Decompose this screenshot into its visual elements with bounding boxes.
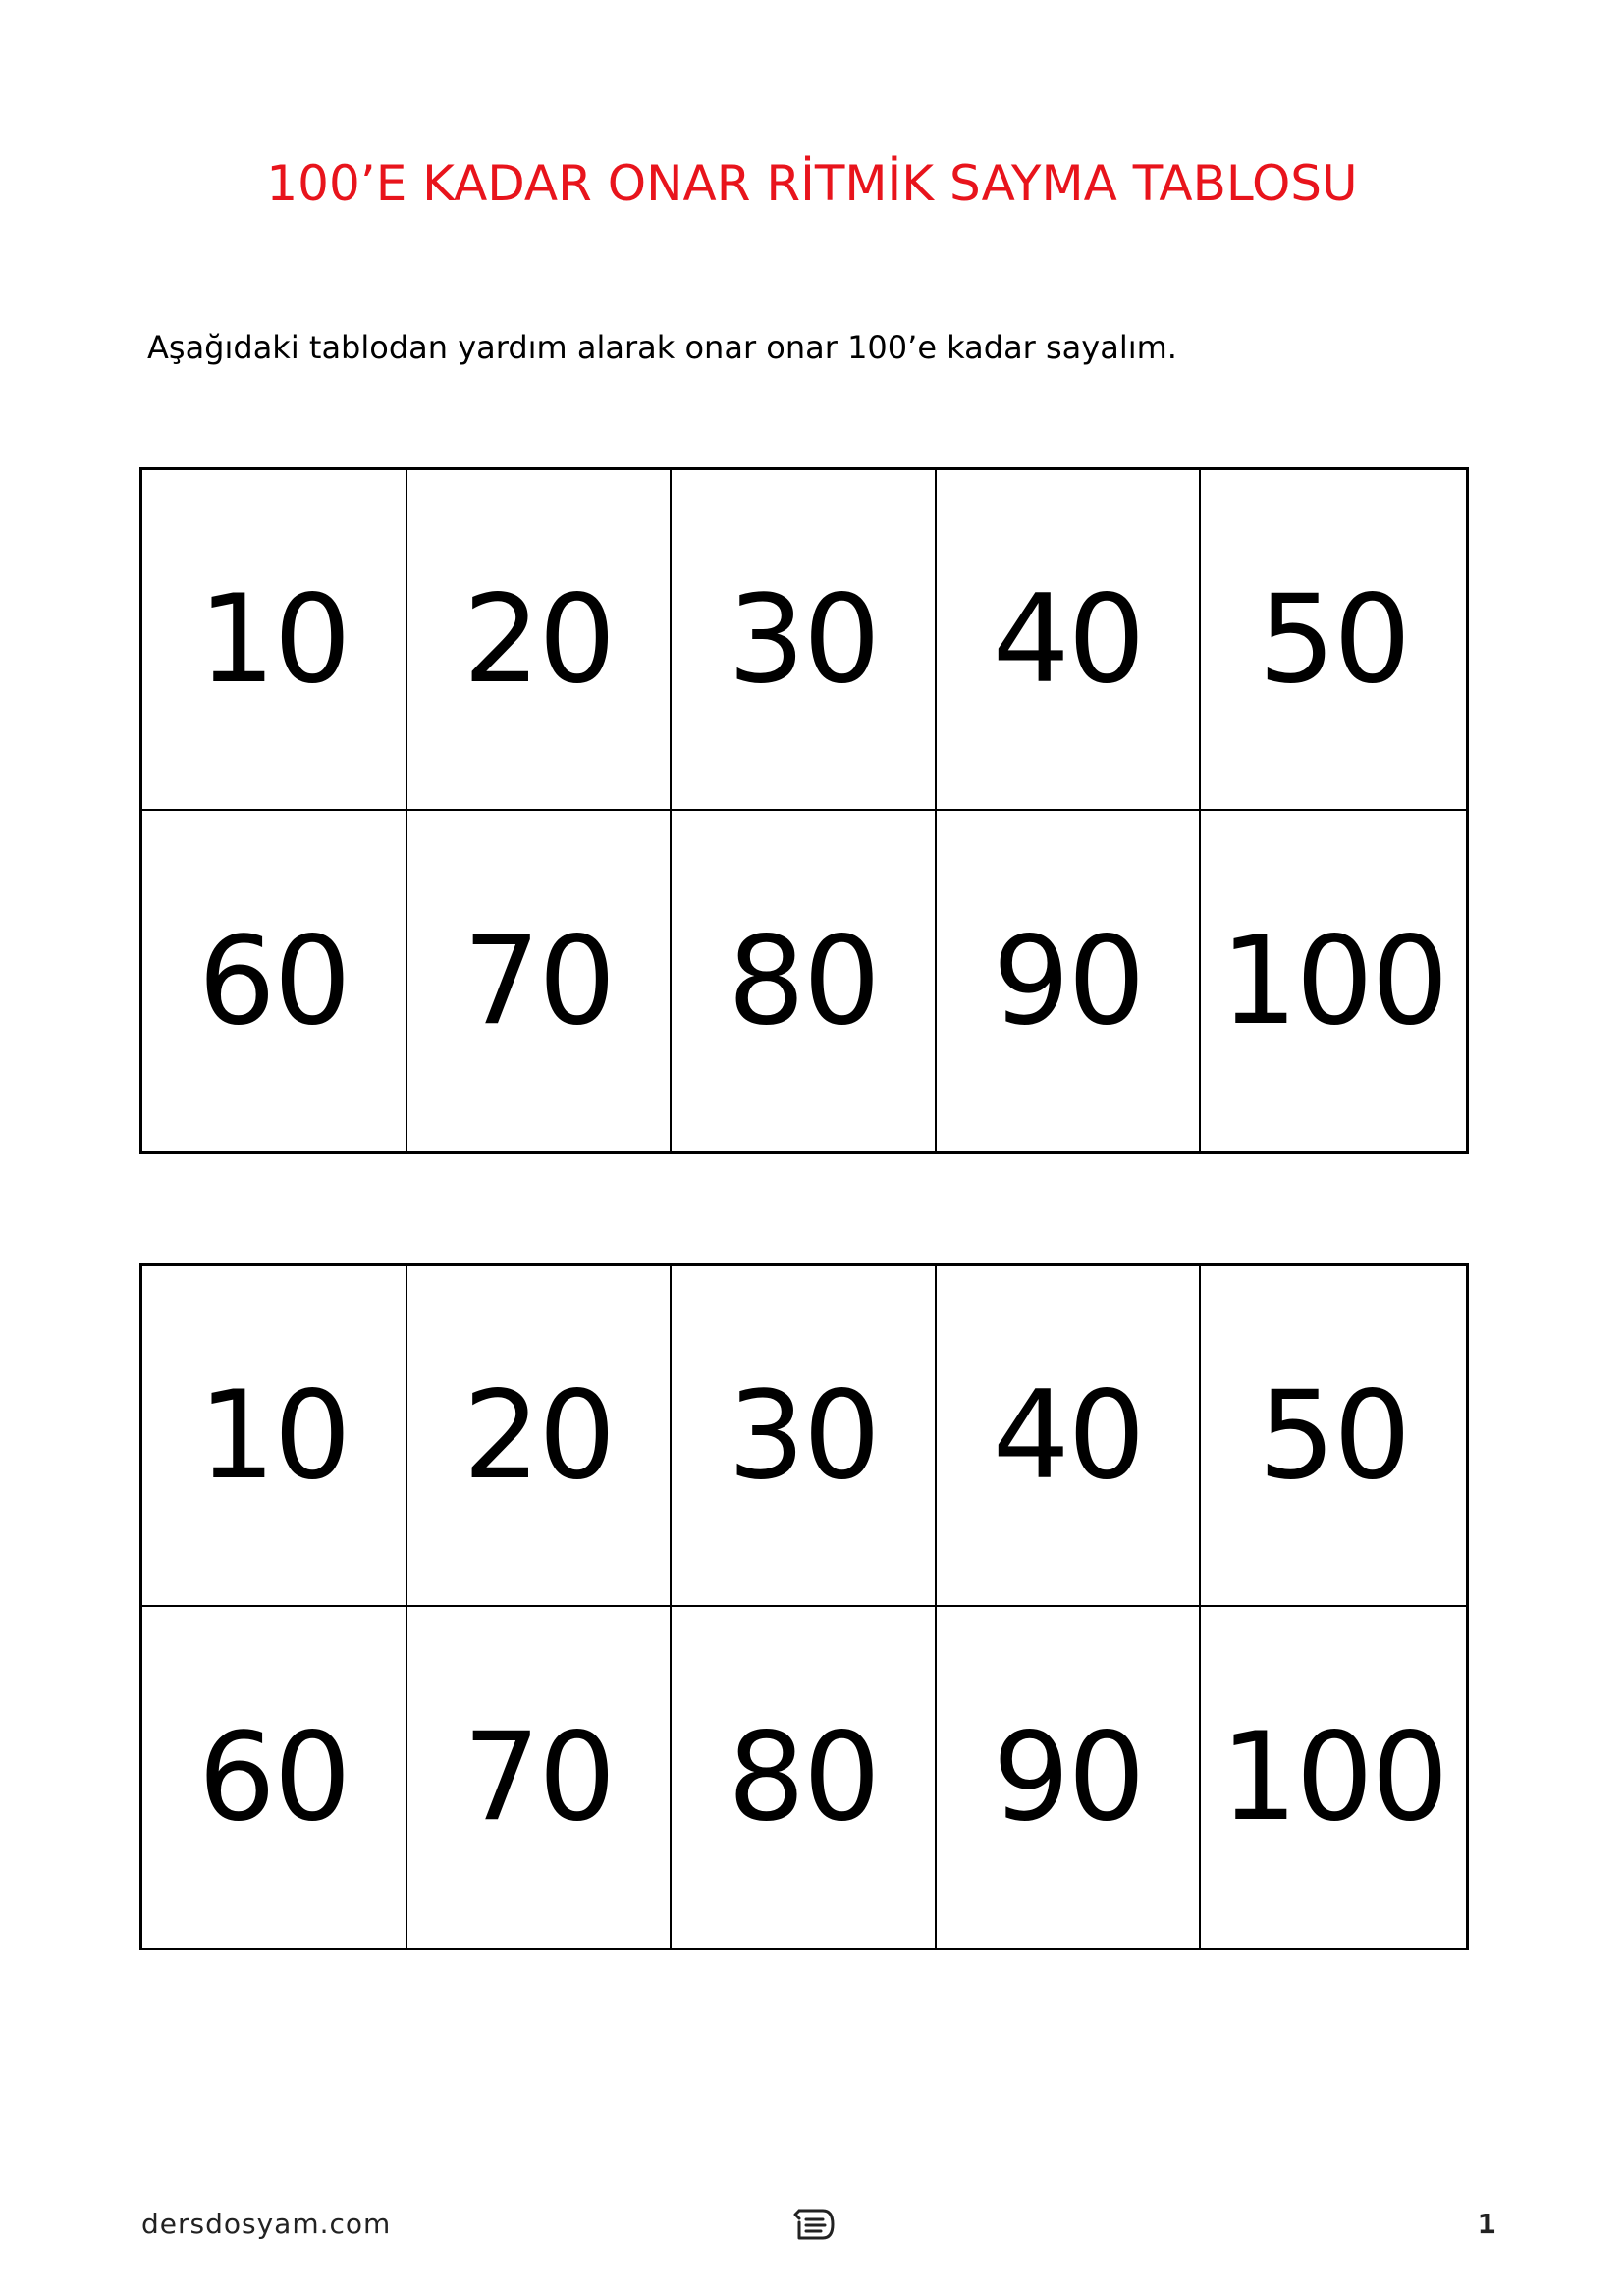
table-cell: 60 [142, 1607, 407, 1948]
page-number: 1 [1477, 2208, 1496, 2240]
table-cell: 70 [407, 811, 673, 1151]
table-cell: 80 [672, 1607, 937, 1948]
table-cell: 40 [937, 1266, 1202, 1607]
table-cell: 20 [407, 470, 673, 811]
table-cell: 10 [142, 1266, 407, 1607]
table-cell: 30 [672, 1266, 937, 1607]
table-cell: 30 [672, 470, 937, 811]
counting-table-2 [139, 1263, 1469, 1950]
table-cell: 60 [142, 811, 407, 1151]
table-cell: 90 [937, 811, 1202, 1151]
instruction-text: Aşağıdaki tablodan yardım alarak onar onar 100’e kadar sayalım. [147, 329, 1177, 366]
table-cell: 50 [1201, 470, 1466, 811]
page-title: 100’E KADAR ONAR RİTMİK SAYMA TABLOSU [266, 155, 1358, 212]
table-cell: 40 [937, 470, 1202, 811]
table-cell: 80 [672, 811, 937, 1151]
table-cell: 10 [142, 470, 407, 811]
table-cell: 20 [407, 1266, 673, 1607]
table-cell: 100 [1219, 1706, 1447, 1848]
document-logo-icon [793, 2205, 839, 2244]
table-cell: 100 [1219, 910, 1447, 1052]
table-cell: 90 [937, 1607, 1202, 1948]
footer-site-link[interactable]: dersdosyam.com [141, 2208, 392, 2240]
counting-table-1 [139, 467, 1469, 1154]
table-cell: 70 [407, 1607, 673, 1948]
table-cell: 50 [1201, 1266, 1466, 1607]
